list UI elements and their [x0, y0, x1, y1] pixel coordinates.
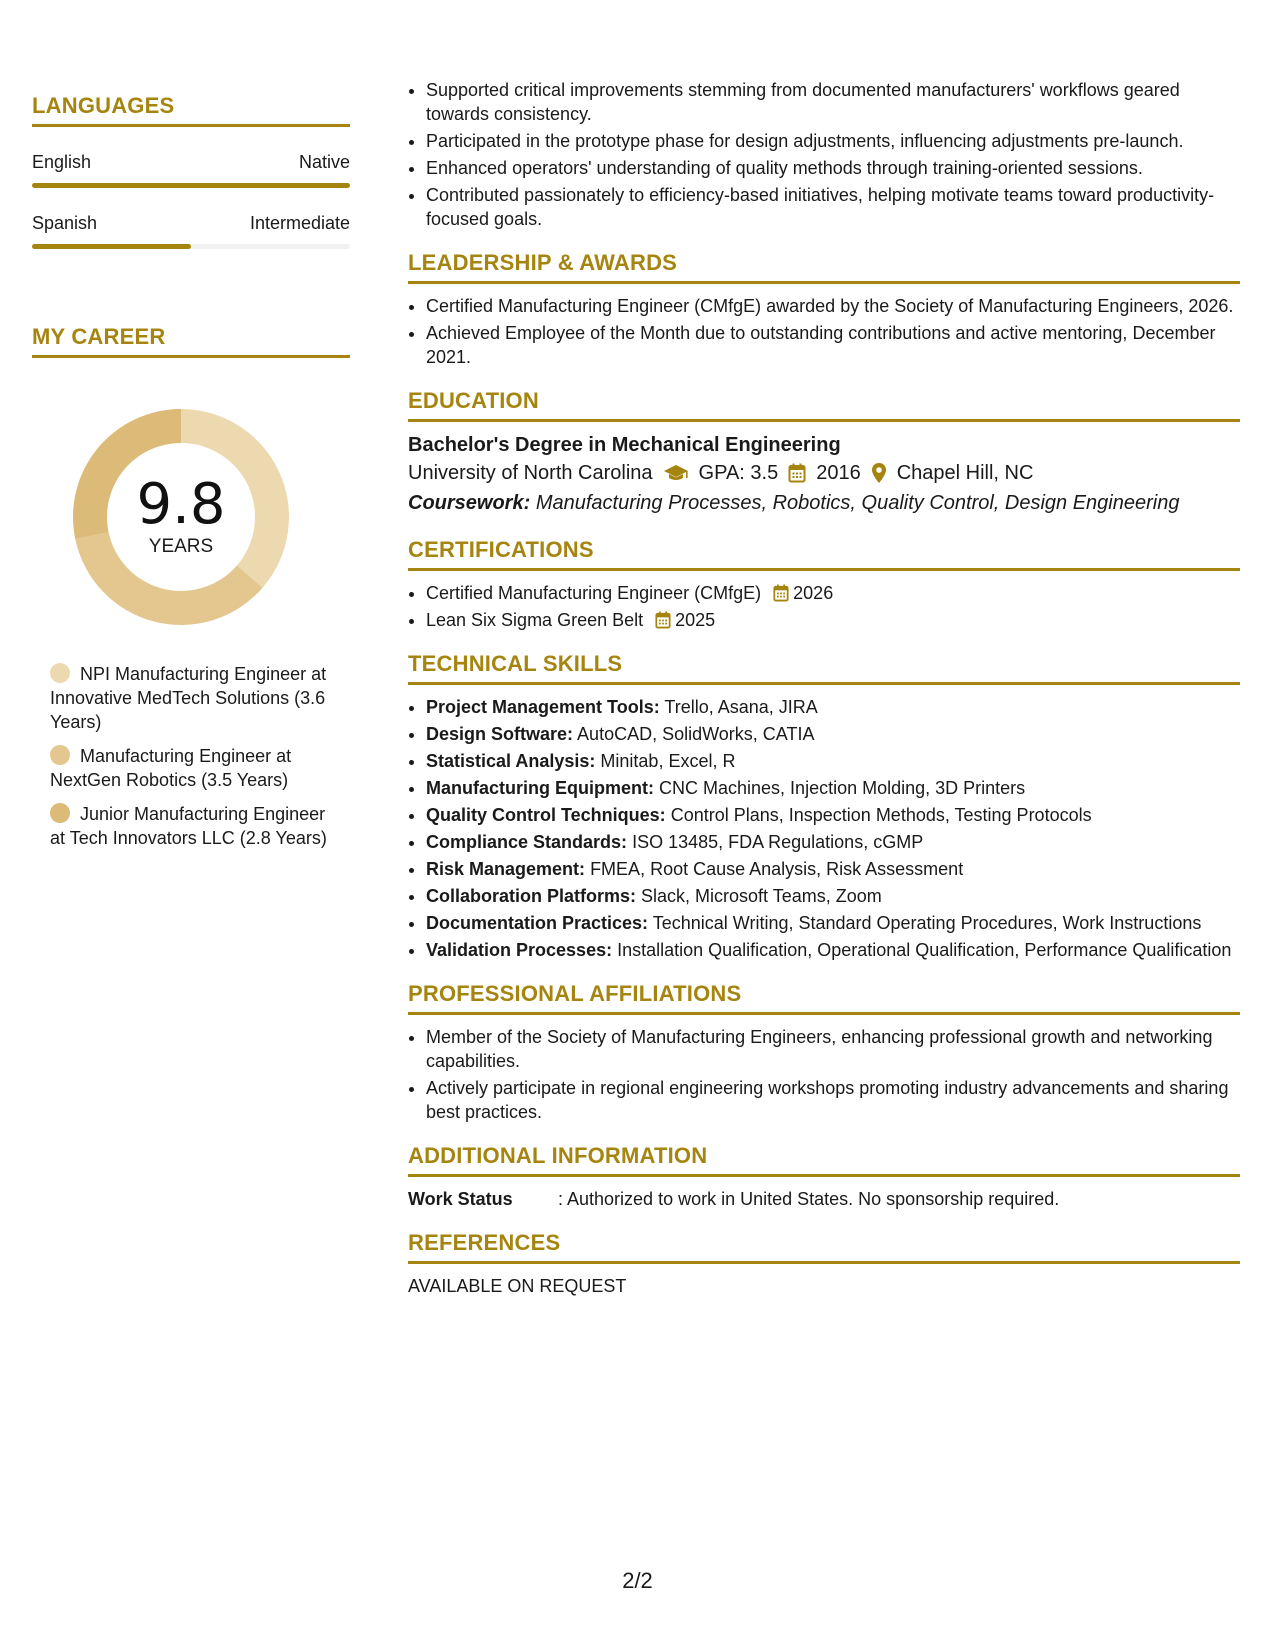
- skill-label: Statistical Analysis:: [426, 751, 596, 771]
- experience-bullet: • Participated in the prototype phase for design adjustments, influencing adjustments pre-launch.: [426, 129, 1240, 153]
- skill-label: Manufacturing Equipment:: [426, 778, 654, 798]
- language-bar-fill: [32, 244, 191, 249]
- leadership-section: [408, 249, 1240, 369]
- skill-label: Project Management Tools:: [426, 697, 660, 717]
- skills-rule: [408, 682, 1240, 685]
- career-legend: [50, 662, 350, 850]
- career-legend-item: [50, 802, 330, 850]
- skill-item: [426, 857, 1240, 881]
- map-pin-icon: [871, 462, 887, 484]
- skill-value: FMEA, Root Cause Analysis, Risk Assessment: [590, 859, 964, 879]
- education-year: 2016: [816, 462, 861, 484]
- affiliations-title: PROFESSIONAL AFFILIATIONS: [408, 981, 742, 1006]
- language-level: Intermediate: [249, 213, 350, 233]
- career-legend-item: [50, 744, 330, 792]
- education-gpa: GPA: 3.5: [698, 462, 779, 484]
- skills-list: [408, 695, 1240, 962]
- legend-dot-icon: [50, 803, 70, 823]
- education-title: EDUCATION: [408, 388, 539, 413]
- language-bar-fill: [32, 183, 350, 188]
- career-legend-item: [50, 662, 330, 734]
- skill-label: Validation Processes:: [426, 940, 613, 960]
- affiliations-rule: [408, 1012, 1240, 1015]
- left-column: [32, 92, 350, 860]
- calendar-icon: [655, 611, 671, 629]
- skill-label: Compliance Standards:: [426, 832, 628, 852]
- language-bar: [32, 244, 350, 249]
- career-total-years: 9.8: [136, 472, 226, 537]
- skill-item: [426, 938, 1240, 962]
- leadership-item: • Achieved Employee of the Month due to outstanding contributions and active mentoring, December 2021.: [426, 321, 1240, 369]
- language-name: English: [32, 152, 92, 172]
- language-name: Spanish: [32, 213, 98, 233]
- legend-dot-icon: [50, 663, 70, 683]
- experience-bullets: [408, 78, 1240, 231]
- languages-rule: [32, 124, 350, 127]
- education-rule: [408, 419, 1240, 422]
- experience-bullet: • Enhanced operators' understanding of quality methods through training-oriented sessions.: [426, 156, 1240, 180]
- references-title: REFERENCES: [408, 1230, 561, 1255]
- language-item-english: [32, 151, 350, 188]
- career-legend-label: Manufacturing Engineer at NextGen Robotics (3.5 Years): [50, 746, 292, 790]
- graduation-cap-icon: [663, 463, 689, 483]
- education-degree: Bachelor's Degree in Mechanical Engineering: [408, 434, 841, 456]
- certification-name: • Lean Six Sigma Green Belt: [426, 610, 644, 630]
- donut-center: [66, 402, 296, 632]
- career-donut-chart: [66, 402, 296, 632]
- certifications-section: [408, 536, 1240, 632]
- education-section: [408, 387, 1240, 518]
- language-item-spanish: [32, 212, 350, 249]
- certification-year: 2025: [675, 610, 716, 630]
- career-title: MY CAREER: [32, 324, 166, 349]
- skill-value: CNC Machines, Injection Molding, 3D Printers: [659, 778, 1026, 798]
- references-text: AVAILABLE ON REQUEST: [408, 1276, 627, 1296]
- skill-label: Quality Control Techniques:: [426, 805, 666, 825]
- skill-item: [426, 830, 1240, 854]
- coursework-label: Coursework:: [408, 492, 531, 514]
- career-legend-label: NPI Manufacturing Engineer at Innovative MedTech Solutions (3.6 Years): [50, 664, 327, 732]
- languages-section: [32, 92, 350, 249]
- education-meta: [408, 458, 1240, 488]
- certification-item: [426, 608, 1240, 632]
- skill-label: Design Software:: [426, 724, 574, 744]
- legend-dot-icon: [50, 745, 70, 765]
- career-rule: [32, 355, 350, 358]
- work-status-row: [408, 1187, 1240, 1211]
- affiliations-section: [408, 980, 1240, 1124]
- certification-year: 2026: [793, 583, 834, 603]
- calendar-icon: [788, 463, 806, 483]
- skill-label: Risk Management:: [426, 859, 586, 879]
- skill-label: Documentation Practices:: [426, 913, 649, 933]
- skill-value: Control Plans, Inspection Methods, Testing Protocols: [670, 805, 1092, 825]
- skill-value: Slack, Microsoft Teams, Zoom: [641, 886, 882, 906]
- affiliation-item: • Actively participate in regional engineering workshops promoting industry advancements and sharing best practices.: [426, 1076, 1240, 1124]
- right-column: [408, 78, 1240, 1298]
- leadership-title: LEADERSHIP & AWARDS: [408, 250, 678, 275]
- skill-item: [426, 911, 1240, 935]
- additional-section: [408, 1142, 1240, 1211]
- language-bar: [32, 183, 350, 188]
- skill-value: Technical Writing, Standard Operating Procedures, Work Instructions: [652, 913, 1202, 933]
- skill-item: [426, 776, 1240, 800]
- skills-section: [408, 650, 1240, 962]
- skill-value: AutoCAD, SolidWorks, CATIA: [577, 724, 815, 744]
- skill-item: [426, 695, 1240, 719]
- skill-item: [426, 749, 1240, 773]
- references-section: [408, 1229, 1240, 1298]
- skill-label: Collaboration Platforms:: [426, 886, 637, 906]
- additional-rule: [408, 1174, 1240, 1177]
- certification-item: [426, 581, 1240, 605]
- work-status-label: Work Status: [408, 1189, 513, 1209]
- certification-name: • Certified Manufacturing Engineer (CMfgE): [426, 583, 762, 603]
- skill-value: Installation Qualification, Operational Qualification, Performance Qualification: [617, 940, 1232, 960]
- coursework-value: Manufacturing Processes, Robotics, Quality Control, Design Engineering: [535, 492, 1180, 514]
- page-number: 2/2: [622, 1568, 653, 1593]
- experience-bullet: • Contributed passionately to efficiency-based initiatives, helping motivate teams toward productivity-focused goals.: [426, 183, 1240, 231]
- languages-title: LANGUAGES: [32, 93, 175, 118]
- skill-item: [426, 884, 1240, 908]
- leadership-rule: [408, 281, 1240, 284]
- skill-value: ISO 13485, FDA Regulations, cGMP: [632, 832, 924, 852]
- education-school: University of North Carolina: [408, 462, 653, 484]
- career-total-unit: YEARS: [148, 536, 214, 557]
- education-location: Chapel Hill, NC: [896, 462, 1034, 484]
- education-coursework: [408, 488, 1240, 518]
- references-rule: [408, 1261, 1240, 1264]
- experience-bullet: • Supported critical improvements stemming from documented manufacturers' workflows geared towards consistency.: [426, 78, 1240, 126]
- career-legend-label: Junior Manufacturing Engineer at Tech Innovators LLC (2.8 Years): [50, 804, 327, 848]
- certifications-rule: [408, 568, 1240, 571]
- language-level: Native: [298, 152, 350, 172]
- career-section: [32, 323, 350, 850]
- skill-value: Minitab, Excel, R: [600, 751, 736, 771]
- calendar-icon: [773, 584, 789, 602]
- leadership-item: • Certified Manufacturing Engineer (CMfgE) awarded by the Society of Manufacturing Engineers, 2026.: [426, 294, 1240, 318]
- certifications-title: CERTIFICATIONS: [408, 537, 594, 562]
- skill-item: [426, 803, 1240, 827]
- affiliation-item: • Member of the Society of Manufacturing Engineers, enhancing professional growth and networking capabilities.: [426, 1025, 1240, 1073]
- skill-value: Trello, Asana, JIRA: [664, 697, 818, 717]
- work-status-value: : Authorized to work in United States. No sponsorship required.: [558, 1189, 1060, 1209]
- skill-item: [426, 722, 1240, 746]
- additional-title: ADDITIONAL INFORMATION: [408, 1143, 708, 1168]
- skills-title: TECHNICAL SKILLS: [408, 651, 623, 676]
